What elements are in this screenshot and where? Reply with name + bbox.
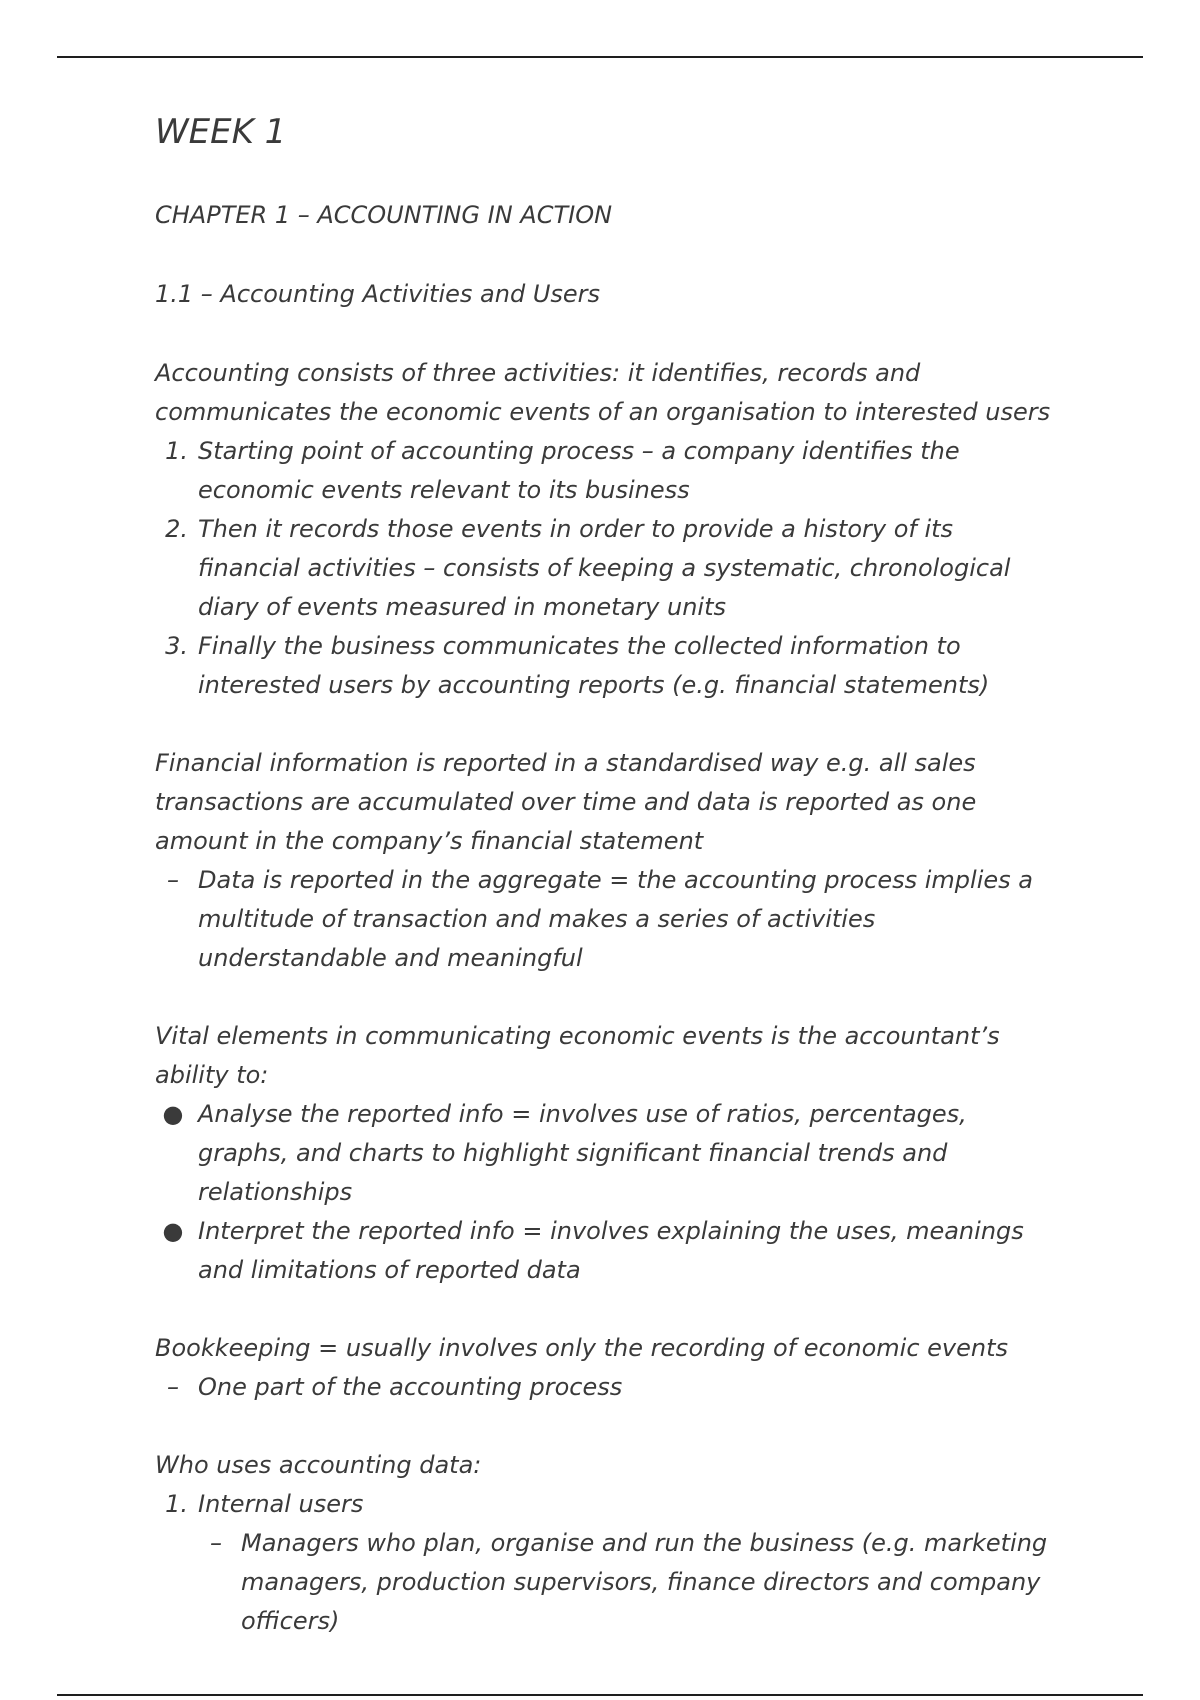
list-number: 1. [165, 437, 188, 465]
document-body [155, 110, 1055, 1680]
list-item [155, 510, 1055, 627]
list-item [155, 1095, 1055, 1212]
vital-elements-block [155, 1017, 1055, 1290]
dash-marker: – [167, 866, 179, 894]
paragraph: Bookkeeping = usually involves only the recording of economic events [155, 1334, 1009, 1362]
numbered-list [155, 1485, 1055, 1524]
bullet-marker: ● [162, 1217, 184, 1245]
list-item-text: Internal users [198, 1490, 364, 1518]
paragraph: Who uses accounting data: [155, 1451, 482, 1479]
bottom-rule [57, 1694, 1143, 1696]
list-item-text: Then it records those events in order to provide a history of its financial activities – consists of keeping a systematic, chronological diary of events measured in monetary units [198, 515, 1011, 621]
dash-marker: – [210, 1529, 222, 1557]
list-item-text: Managers who plan, organise and run the business (e.g. marketing managers, production supervisors, finance directors and company officers) [241, 1529, 1048, 1635]
paragraph: Vital elements in communicating economic events is the accountant’s ability to: [155, 1022, 1000, 1089]
numbered-list [155, 432, 1055, 705]
list-item-text: Interpret the reported info = involves explaining the uses, meanings and limitations of reported data [198, 1217, 1024, 1284]
dash-list [155, 861, 1055, 978]
paragraph: Accounting consists of three activities: it identifies, records and communicates the economic events of an organisation to interested users [155, 359, 1051, 426]
list-item [155, 432, 1055, 510]
accounting-activities-block [155, 354, 1055, 705]
list-item-text: Finally the business communicates the collected information to interested users by accounting reports (e.g. financial statements) [198, 632, 990, 699]
list-item [155, 627, 1055, 705]
list-item [155, 861, 1055, 978]
list-item [155, 1368, 1055, 1407]
list-item-text: Analyse the reported info = involves use of ratios, percentages, graphs, and charts to highlight significant financial trends and relationships [198, 1100, 967, 1206]
bullet-list [155, 1095, 1055, 1290]
list-item-text: One part of the accounting process [198, 1373, 623, 1401]
users-block [155, 1446, 1055, 1641]
bullet-marker: ● [162, 1100, 184, 1128]
list-number: 2. [165, 515, 188, 543]
list-number: 3. [165, 632, 188, 660]
list-item-text: Starting point of accounting process – a company identifies the economic events relevant to its business [198, 437, 960, 504]
top-rule [57, 56, 1143, 58]
week-heading: WEEK 1 [155, 112, 287, 152]
bookkeeping-block [155, 1329, 1055, 1407]
section-heading: 1.1 – Accounting Activities and Users [155, 280, 601, 308]
chapter-heading: CHAPTER 1 – ACCOUNTING IN ACTION [155, 201, 613, 229]
list-item [155, 1485, 1055, 1524]
list-item-text: Data is reported in the aggregate = the accounting process implies a multitude of transaction and makes a series of activities understandable and meaningful [198, 866, 1033, 972]
sub-dash-list [198, 1524, 1055, 1641]
dash-marker: – [167, 1373, 179, 1401]
financial-information-block [155, 744, 1055, 978]
paragraph: Financial information is reported in a standardised way e.g. all sales transactions are accumulated over time and data is reported as one amount in the company’s financial statement [155, 749, 977, 855]
list-item [155, 1212, 1055, 1290]
dash-list [155, 1368, 1055, 1407]
list-number: 1. [165, 1490, 188, 1518]
list-item [198, 1524, 1055, 1641]
